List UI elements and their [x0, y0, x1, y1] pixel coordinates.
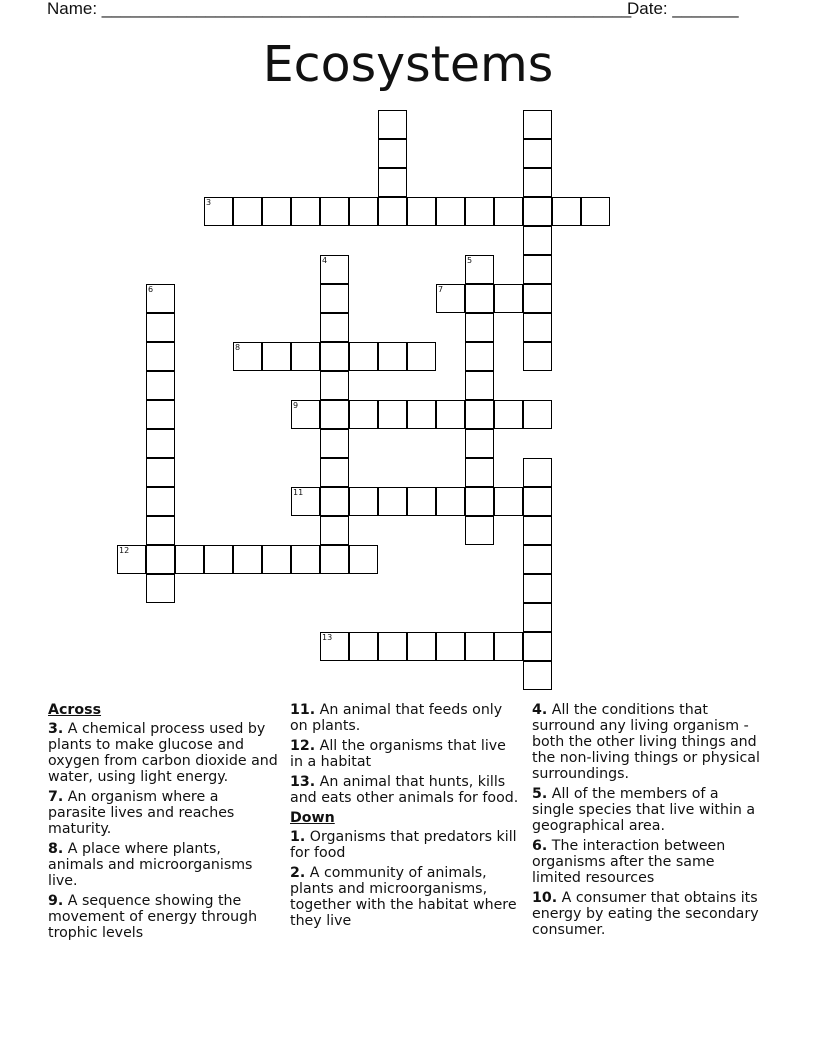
crossword-cell[interactable]: [349, 487, 378, 516]
crossword-cell[interactable]: [349, 197, 378, 226]
crossword-cell[interactable]: [523, 632, 552, 661]
clue-text: All the organisms that live in a habitat: [290, 738, 506, 770]
crossword-cell[interactable]: [523, 400, 552, 429]
crossword-cell[interactable]: [407, 342, 436, 371]
crossword-cell[interactable]: [436, 284, 465, 313]
crossword-cell[interactable]: [320, 400, 349, 429]
crossword-cell[interactable]: [523, 139, 552, 168]
crossword-cell[interactable]: [291, 400, 320, 429]
crossword-cell[interactable]: [204, 545, 233, 574]
crossword-cell[interactable]: [494, 197, 523, 226]
cell-number: 3: [206, 198, 212, 207]
clue-number: 3.: [48, 721, 64, 737]
crossword-cell[interactable]: [523, 487, 552, 516]
cell-number: 4: [322, 256, 328, 265]
crossword-cell[interactable]: [146, 458, 175, 487]
clue-text: A place where plants, animals and microorganisms live.: [48, 841, 253, 889]
crossword-cell[interactable]: [320, 371, 349, 400]
clue-number: 2.: [290, 865, 306, 881]
clue-number: 10.: [532, 890, 558, 906]
crossword-cell[interactable]: [320, 313, 349, 342]
crossword-cell[interactable]: [320, 284, 349, 313]
crossword-cell[interactable]: [465, 458, 494, 487]
date-field[interactable]: Date: _______: [627, 0, 739, 18]
crossword-cell[interactable]: [378, 400, 407, 429]
crossword-cell[interactable]: [233, 197, 262, 226]
crossword-cell[interactable]: [233, 342, 262, 371]
crossword-cell[interactable]: [465, 429, 494, 458]
crossword-cell[interactable]: [581, 197, 610, 226]
crossword-cell[interactable]: [465, 255, 494, 284]
crossword-cell[interactable]: [262, 342, 291, 371]
crossword-cell[interactable]: [320, 342, 349, 371]
clue-number: 1.: [290, 829, 306, 845]
crossword-cell[interactable]: [378, 342, 407, 371]
crossword-cell[interactable]: [523, 226, 552, 255]
crossword-cell[interactable]: [349, 342, 378, 371]
clue-across-8: [48, 841, 280, 889]
crossword-cell[interactable]: [407, 400, 436, 429]
crossword-cell[interactable]: [523, 255, 552, 284]
clue-text: All the conditions that surround any living organism - both the other living things and the non-living things or physical surroundings.: [532, 702, 760, 782]
crossword-cell[interactable]: [436, 400, 465, 429]
clue-down-4: [532, 702, 764, 782]
crossword-cell[interactable]: [523, 545, 552, 574]
crossword-cell[interactable]: [262, 197, 291, 226]
crossword-cell[interactable]: [407, 632, 436, 661]
crossword-cell[interactable]: [523, 603, 552, 632]
clue-text: All of the members of a single species that live within a geographical area.: [532, 786, 756, 834]
crossword-cell[interactable]: [465, 632, 494, 661]
page-title: Ecosystems: [262, 36, 554, 93]
crossword-cell[interactable]: [407, 197, 436, 226]
crossword-cell[interactable]: [465, 313, 494, 342]
crossword-cell[interactable]: [320, 255, 349, 284]
crossword-cell[interactable]: [378, 632, 407, 661]
crossword-cell[interactable]: [146, 371, 175, 400]
crossword-cell[interactable]: [291, 197, 320, 226]
crossword-cell[interactable]: [262, 545, 291, 574]
clue-down-2: [290, 865, 522, 929]
crossword-cell[interactable]: [523, 342, 552, 371]
crossword-cell[interactable]: [378, 168, 407, 197]
crossword-cell[interactable]: [291, 342, 320, 371]
crossword-cell[interactable]: [523, 197, 552, 226]
crossword-cell[interactable]: [146, 487, 175, 516]
cell-number: 8: [235, 343, 241, 352]
cell-number: 5: [467, 256, 473, 265]
cell-number: 11: [293, 488, 304, 497]
crossword-cell[interactable]: [146, 429, 175, 458]
crossword-cell[interactable]: [320, 458, 349, 487]
clue-text: A sequence showing the movement of energy through trophic levels: [48, 893, 258, 941]
cell-number: 6: [148, 285, 154, 294]
crossword-cell[interactable]: [291, 545, 320, 574]
crossword-cell[interactable]: [349, 632, 378, 661]
crossword-cell[interactable]: [523, 574, 552, 603]
crossword-cell[interactable]: [465, 284, 494, 313]
clue-text: An organism where a parasite lives and reaches maturity.: [48, 789, 235, 837]
clue-column-3: [532, 702, 764, 942]
crossword-cell[interactable]: [378, 487, 407, 516]
crossword-cell[interactable]: [552, 197, 581, 226]
clue-number: 7.: [48, 789, 64, 805]
clue-column-2: [290, 702, 522, 933]
crossword-cell[interactable]: [146, 516, 175, 545]
crossword-cell[interactable]: [465, 516, 494, 545]
clue-text: An animal that hunts, kills and eats other animals for food.: [290, 774, 519, 806]
crossword-cell[interactable]: [320, 429, 349, 458]
clue-number: 9.: [48, 893, 64, 909]
cell-number: 12: [119, 546, 130, 555]
clue-down-10: [532, 890, 764, 938]
crossword-cell[interactable]: [349, 400, 378, 429]
crossword-cell[interactable]: [233, 545, 262, 574]
crossword-cell[interactable]: [320, 545, 349, 574]
crossword-cell[interactable]: [175, 545, 204, 574]
clue-across-12: [290, 738, 522, 770]
clue-number: 5.: [532, 786, 548, 802]
clue-number: 4.: [532, 702, 548, 718]
clue-number: 6.: [532, 838, 548, 854]
clue-across-13: [290, 774, 522, 806]
clue-text: A consumer that obtains its energy by eating the secondary consumer.: [532, 890, 759, 938]
clue-down-5: [532, 786, 764, 834]
clue-text: The interaction between organisms after the same limited resources: [532, 838, 726, 886]
crossword-cell[interactable]: [523, 313, 552, 342]
crossword-cell[interactable]: [465, 371, 494, 400]
clue-text: Organisms that predators kill for food: [290, 829, 517, 861]
crossword-cell[interactable]: [378, 110, 407, 139]
clue-across-3: [48, 721, 280, 785]
cell-number: 13: [322, 633, 333, 642]
clue-text: A chemical process used by plants to make glucose and oxygen from carbon dioxide and water, using light energy.: [48, 721, 278, 785]
clue-across-9: [48, 893, 280, 941]
crossword-cell[interactable]: [523, 516, 552, 545]
crossword-cell[interactable]: [494, 632, 523, 661]
clue-column-1: [48, 702, 280, 945]
clue-across-11: [290, 702, 522, 734]
crossword-cell[interactable]: [320, 487, 349, 516]
crossword-cell[interactable]: [523, 168, 552, 197]
crossword-cell[interactable]: [146, 313, 175, 342]
clue-number: 12.: [290, 738, 316, 754]
clue-down-6: [532, 838, 764, 886]
crossword-cell[interactable]: [523, 110, 552, 139]
cell-number: 9: [293, 401, 299, 410]
crossword-cell[interactable]: [523, 458, 552, 487]
clue-down-1: [290, 829, 522, 861]
crossword-cell[interactable]: [465, 342, 494, 371]
crossword-cell[interactable]: [320, 516, 349, 545]
crossword-cell[interactable]: [320, 197, 349, 226]
crossword-cell[interactable]: [436, 487, 465, 516]
crossword-cell[interactable]: [320, 632, 349, 661]
crossword-cell[interactable]: [465, 487, 494, 516]
crossword-cell[interactable]: [465, 400, 494, 429]
crossword-cell[interactable]: [146, 400, 175, 429]
clue-text: An animal that feeds only on plants.: [290, 702, 503, 734]
crossword-cell[interactable]: [378, 139, 407, 168]
crossword-cell[interactable]: [494, 400, 523, 429]
crossword-cell[interactable]: [146, 574, 175, 603]
clue-across-7: [48, 789, 280, 837]
crossword-cell[interactable]: [523, 661, 552, 690]
crossword-cell[interactable]: [494, 487, 523, 516]
clue-number: 11.: [290, 702, 316, 718]
name-field[interactable]: Name: ________________________________________________________: [47, 0, 632, 18]
crossword-cell[interactable]: [523, 284, 552, 313]
crossword-cell[interactable]: [436, 197, 465, 226]
crossword-cell[interactable]: [436, 632, 465, 661]
crossword-cell[interactable]: [117, 545, 146, 574]
crossword-cell[interactable]: [349, 545, 378, 574]
cell-number: 7: [438, 285, 444, 294]
crossword-cell[interactable]: [291, 487, 320, 516]
crossword-cell[interactable]: [146, 545, 175, 574]
clue-text: A community of animals, plants and microorganisms, together with the habitat where they live: [290, 865, 517, 929]
clue-number: 8.: [48, 841, 64, 857]
crossword-cell[interactable]: [204, 197, 233, 226]
crossword-cell[interactable]: [465, 197, 494, 226]
crossword-cell[interactable]: [378, 197, 407, 226]
crossword-cell[interactable]: [146, 342, 175, 371]
clue-number: 13.: [290, 774, 316, 790]
down-heading: Down: [290, 810, 335, 826]
crossword-cell[interactable]: [146, 284, 175, 313]
across-heading: Across: [48, 702, 102, 718]
crossword-cell[interactable]: [407, 487, 436, 516]
crossword-cell[interactable]: [494, 284, 523, 313]
